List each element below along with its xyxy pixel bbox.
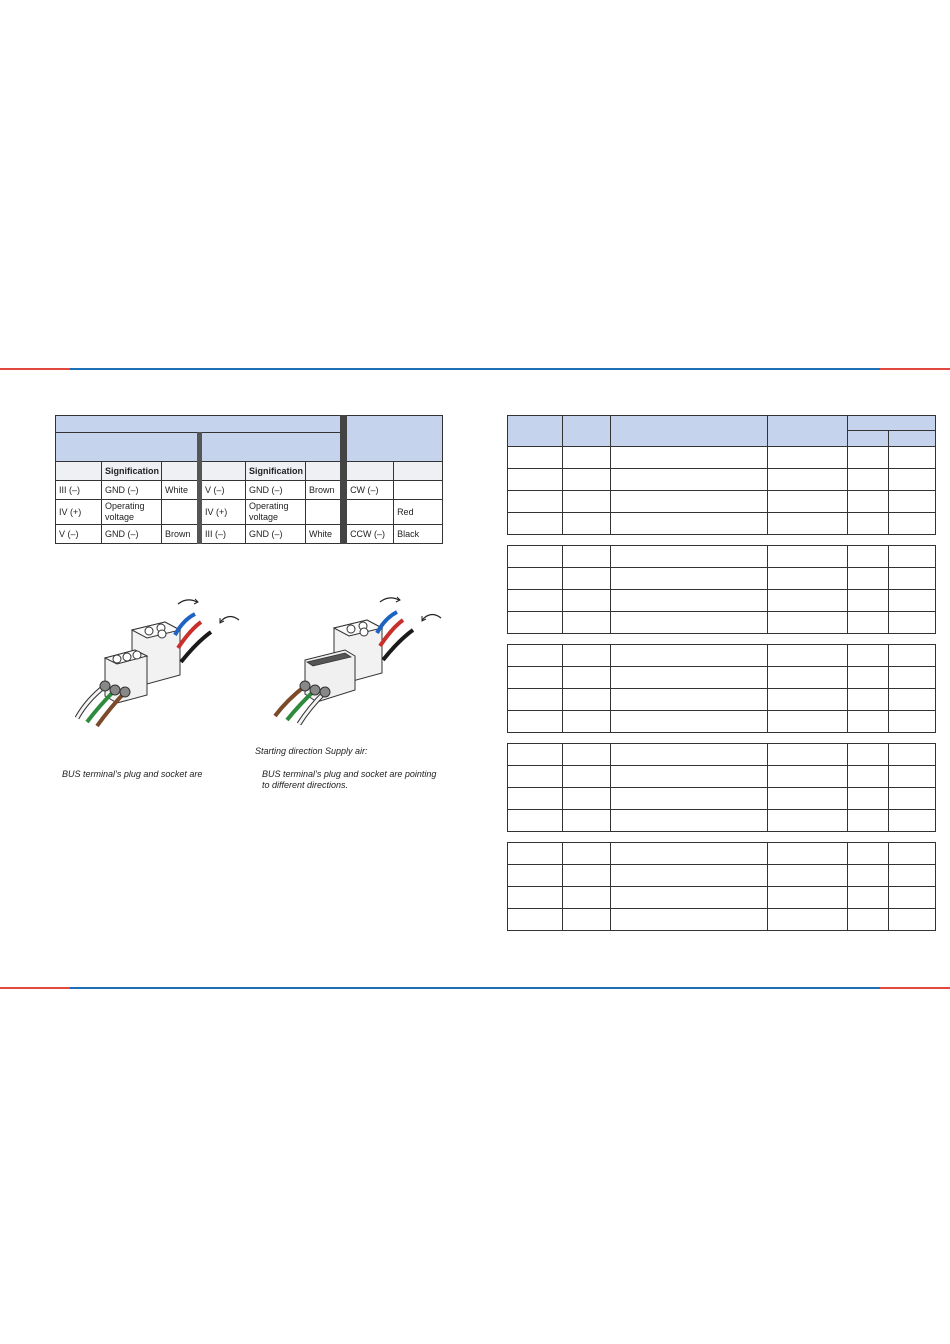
header-cell [848,416,936,431]
table-cell: CCW (–) [344,525,394,544]
caption-right-title: Starting direction Supply air: [255,746,368,756]
table-cell: III (–) [56,481,102,500]
table-cell: CW (–) [344,481,394,500]
table-row [508,590,936,612]
table-row [508,766,936,788]
rule-red-right [880,987,950,989]
header-cell-right [200,433,344,462]
table-cell: Operating voltage [246,500,306,525]
subheader-cell [200,462,246,481]
subheader-cell: Signification [102,462,162,481]
bus-terminal-plug-illustration-right [265,590,450,730]
subheader-cell [306,462,344,481]
table-cell: V (–) [56,525,102,544]
header-cell [848,431,889,447]
parameter-table-block-1 [507,415,936,535]
header-cell [563,416,611,447]
table-row [508,843,936,865]
table-cell: GND (–) [102,481,162,500]
table-cell: III (–) [200,525,246,544]
caption-right: BUS terminal’s plug and socket are pointing to different directions. [262,769,437,790]
parameter-table-block-2 [507,545,936,634]
subheader-cell [344,462,394,481]
table-row [508,909,936,931]
subheader-cell [56,462,102,481]
table-cell: IV (+) [200,500,246,525]
table-cell: Brown [306,481,344,500]
parameter-table-block-3 [507,644,936,733]
table-row [508,491,936,513]
table-row [508,667,936,689]
table-cell: IV (+) [56,500,102,525]
table-cell: V (–) [200,481,246,500]
table-cell: Brown [162,525,200,544]
header-cell [508,416,563,447]
table-header-row [508,416,936,431]
table-cell: White [162,481,200,500]
subheader-cell: Signification [246,462,306,481]
rule-red-right [880,368,950,370]
rule-red-left [0,987,70,989]
table-row [508,645,936,667]
table-row [508,744,936,766]
table-row [56,525,443,544]
table-cell: Red [394,500,443,525]
table-cell: GND (–) [246,525,306,544]
table-row [508,865,936,887]
subheader-cell [162,462,200,481]
table-row [508,568,936,590]
table-cell [162,500,200,525]
table-header-row [56,416,443,433]
table-row [508,711,936,733]
header-cell [768,416,848,447]
wiring-table [55,415,443,544]
table-cell: GND (–) [246,481,306,500]
parameter-table-block-4 [507,743,936,832]
header-cell-left [56,433,200,462]
bus-terminal-plug-illustration-left [65,590,250,730]
table-row [508,469,936,491]
table-cell: Operating voltage [102,500,162,525]
table-row [508,513,936,535]
table-row [508,689,936,711]
table-row [56,500,443,525]
header-cell [56,416,344,433]
table-row [508,788,936,810]
table-row [56,481,443,500]
table-row [508,447,936,469]
table-row [508,546,936,568]
table-row [508,612,936,634]
table-subheader-row [56,462,443,481]
table-cell: Black [394,525,443,544]
table-cell [394,481,443,500]
rule-blue [70,368,880,370]
caption-left: BUS terminal’s plug and socket are [62,769,203,779]
table-cell: White [306,525,344,544]
table-cell [344,500,394,525]
table-row [508,810,936,832]
header-cell [611,416,768,447]
rule-blue [70,987,880,989]
table-row [508,887,936,909]
header-cell [889,431,936,447]
parameter-table-blocks [507,415,935,941]
rule-red-left [0,368,70,370]
table-cell: GND (–) [102,525,162,544]
top-rule [0,368,950,370]
header-cell-motor [344,416,443,462]
subheader-cell [394,462,443,481]
parameter-table-block-5 [507,842,936,931]
table-cell [306,500,344,525]
bottom-rule [0,987,950,989]
